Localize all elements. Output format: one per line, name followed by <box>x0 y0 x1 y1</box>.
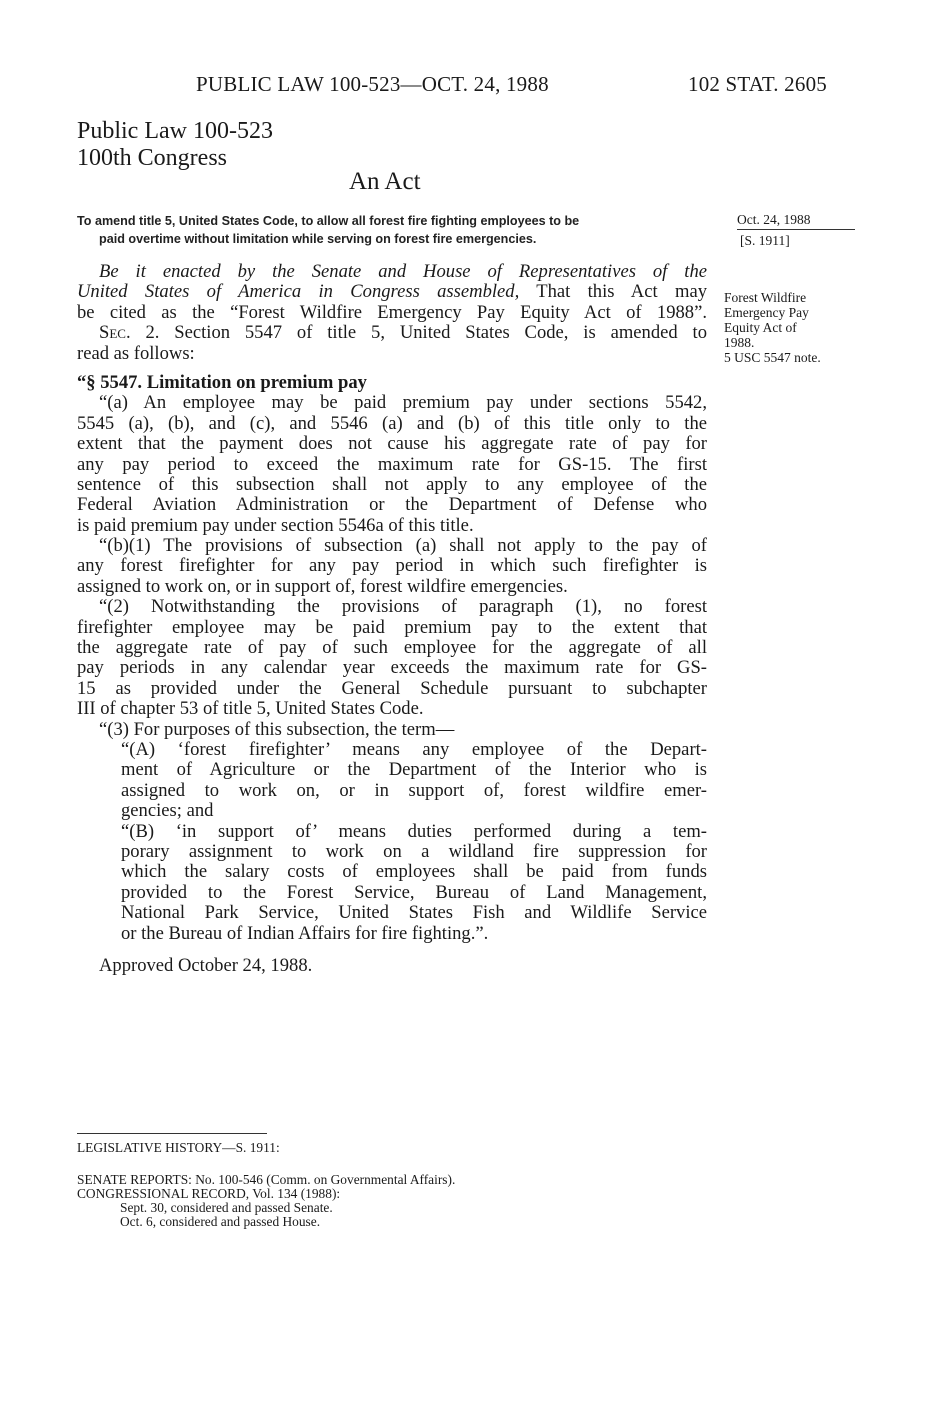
body-line-text: That this Act may <box>519 281 707 303</box>
enacting-clause: Be it enacted by the Senate and House of Representatives of the <box>99 261 707 282</box>
margin-line: 1988. <box>724 335 755 350</box>
act-body <box>77 262 707 976</box>
body-line: assigned to work on, or in support of, forest wildfire emergencies. <box>77 575 568 597</box>
body-line: 5545 (a), (b), and (c), and 5546 (a) and (b) of this title only to the <box>77 412 707 434</box>
margin-usc-note: 5 USC 5547 note. <box>724 350 821 365</box>
record-entry: Sept. 30, considered and passed Senate. <box>120 1200 333 1215</box>
body-line: gencies; and <box>121 800 214 822</box>
legislative-history-title: LEGISLATIVE HISTORY—S. 1911: <box>77 1140 280 1155</box>
body-line: firefighter employee may be paid premium pay to the extent that <box>77 616 707 638</box>
act-title: An Act <box>349 168 421 195</box>
long-title-line: paid overtime without limitation while serving on forest fire emergencies. <box>99 232 537 246</box>
approval-line: Approved October 24, 1988. <box>99 954 313 976</box>
body-line: “(a) An employee may be paid premium pay under sections 5542, <box>99 392 707 414</box>
margin-bill: [S. 1911] <box>740 233 790 248</box>
running-header-left: PUBLIC LAW 100-523—OCT. 24, 1988 <box>196 72 549 96</box>
body-line: ment of Agriculture or the Department of the Interior who is <box>121 759 707 781</box>
margin-date: Oct. 24, 1988 <box>737 212 811 227</box>
body-line: is paid premium pay under section 5546a of this title. <box>77 514 474 536</box>
body-line: any pay period to exceed the maximum rate for GS-15. The first <box>77 453 707 475</box>
section-label: Sec. <box>99 322 131 344</box>
margin-date-block <box>737 212 867 248</box>
body-line: assigned to work on, or in support of, forest wildfire emer- <box>121 779 707 801</box>
congressional-record: CONGRESSIONAL RECORD, Vol. 134 (1988): <box>77 1186 341 1201</box>
body-line <box>77 282 707 302</box>
margin-line: Forest Wildfire <box>724 290 807 305</box>
footnote-rule <box>77 1133 267 1134</box>
senate-reports: SENATE REPORTS: No. 100-546 (Comm. on Governmental Affairs). <box>77 1172 456 1187</box>
body-line: sentence of this subsection shall not apply to any employee of the <box>77 473 707 495</box>
body-line: read as follows: <box>77 342 195 364</box>
body-line: extent that the payment does not cause his aggregate rate of pay for <box>77 433 707 455</box>
body-line: which the salary costs of employees shall be paid from funds <box>121 861 707 883</box>
body-line: be cited as the “Forest Wildfire Emergency Pay Equity Act of 1988”. <box>77 301 707 323</box>
body-line: National Park Service, United States Fish and Wildlife Service <box>121 902 707 924</box>
body-line: or the Bureau of Indian Affairs for fire fighting.”. <box>121 922 489 944</box>
body-line: provided to the Forest Service, Bureau of Land Management, <box>121 881 707 903</box>
public-law-number: Public Law 100-523 <box>77 118 273 144</box>
running-header-page: 102 STAT. 2605 <box>688 72 827 96</box>
body-line: “(3) For purposes of this subsection, the term— <box>99 718 455 740</box>
body-line: III of chapter 53 of title 5, United States Code. <box>77 698 424 720</box>
body-line: pay periods in any calendar year exceeds the maximum rate for GS- <box>77 657 707 679</box>
congress-number: 100th Congress <box>77 145 227 171</box>
body-line: any forest firefighter for any pay period in which such firefighter is <box>77 555 707 577</box>
long-title <box>77 212 707 248</box>
body-line: “(2) Notwithstanding the provisions of paragraph (1), no forest <box>99 596 707 618</box>
enacting-clause-italic: United States of America in Congress assembled, <box>77 281 520 303</box>
section-heading: “§ 5547. Limitation on premium pay <box>77 371 367 393</box>
body-line: porary assignment to work on a wildland fire suppression for <box>121 840 707 862</box>
body-line: “(B) ‘in support of’ means duties performed during a tem- <box>121 820 707 842</box>
margin-line: Emergency Pay <box>724 305 809 320</box>
body-line: Federal Aviation Administration or the Department of Defense who <box>77 494 707 516</box>
body-line: “(b)(1) The provisions of subsection (a) shall not apply to the pay of <box>99 535 707 557</box>
section-2-line <box>77 323 707 343</box>
body-line: “(A) ‘forest firefighter’ means any employee of the Depart- <box>121 738 707 760</box>
body-line-text: 2. Section 5547 of title 5, United States Code, is amended to <box>130 322 707 344</box>
margin-rule <box>737 229 855 230</box>
body-line: 15 as provided under the General Schedule pursuant to subchapter <box>77 677 707 699</box>
body-line: the aggregate rate of pay of such employee for the aggregate of all <box>77 637 707 659</box>
margin-line: Equity Act of <box>724 320 797 335</box>
record-entry: Oct. 6, considered and passed House. <box>120 1214 321 1229</box>
long-title-line: To amend title 5, United States Code, to allow all forest fire fighting employees to be <box>77 214 580 228</box>
margin-short-title <box>724 290 854 365</box>
